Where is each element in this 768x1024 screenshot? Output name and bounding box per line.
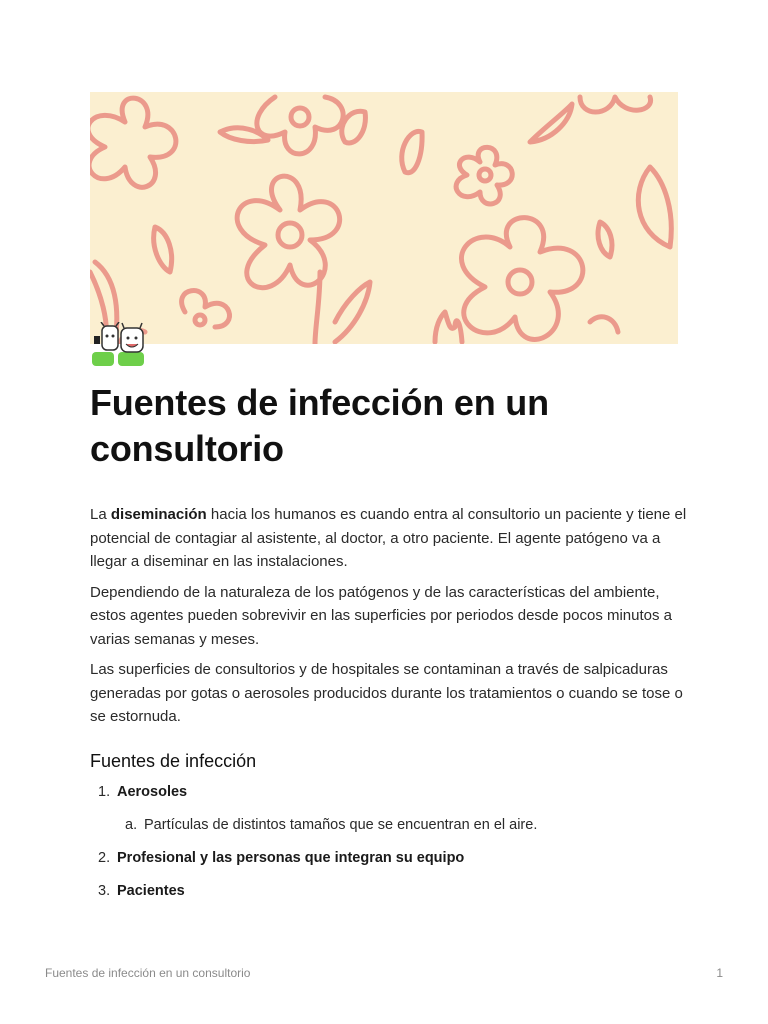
document-body bbox=[90, 503, 690, 902]
floral-pattern-icon bbox=[90, 92, 678, 344]
cartoon-character-icon bbox=[90, 322, 148, 368]
footer-page-number: 1 bbox=[716, 966, 723, 980]
paragraph-text: hacia los humanos es cuando entra al consultorio un paciente y tiene el potencial de contagiar al asistente, al doctor, a otro paciente. El agente patógeno va a llegar a diseminar en las instalaciones. bbox=[90, 506, 687, 570]
list-item-label: Aerosoles bbox=[117, 783, 188, 800]
sub-list-letter: a. bbox=[125, 816, 138, 833]
footer-doc-name: Fuentes de infección en un consultorio bbox=[45, 966, 251, 980]
list-number: 3. bbox=[98, 882, 111, 899]
list-number: 2. bbox=[98, 849, 111, 866]
paragraph-2: Dependiendo de la naturaleza de los patógenos y de las características del ambiente, estos agentes pueden sobrevivir en las superficies por periodos desde pocos minutos a varias semanas y meses. bbox=[90, 583, 673, 648]
cover-image bbox=[90, 92, 678, 344]
paragraph-3: Las superficies de consultorios y de hospitales se contaminan a través de salpicaduras generadas por gotas o aerosoles producidos durante los tratamientos o cuando se tose o se estornuda. bbox=[90, 661, 683, 725]
list-item bbox=[90, 781, 690, 803]
page-icon[interactable] bbox=[90, 322, 148, 368]
list-item bbox=[90, 880, 690, 902]
page-title: Fuentes de infección en un consultorio bbox=[90, 382, 549, 469]
list-item-label: Pacientes bbox=[117, 882, 185, 899]
sub-list-item-label: Partículas de distintos tamaños que se encuentran en el aire. bbox=[144, 816, 538, 833]
bold-term: diseminación bbox=[110, 506, 207, 523]
list-item bbox=[90, 847, 690, 869]
list-number: 1. bbox=[98, 783, 111, 800]
list-item-label: Profesional y las personas que integran su equipo bbox=[117, 849, 465, 866]
paragraph-1 bbox=[90, 503, 690, 574]
paragraph-text: La bbox=[90, 506, 111, 523]
sub-list-item bbox=[90, 814, 690, 836]
section-heading: Fuentes de infección bbox=[90, 750, 257, 771]
